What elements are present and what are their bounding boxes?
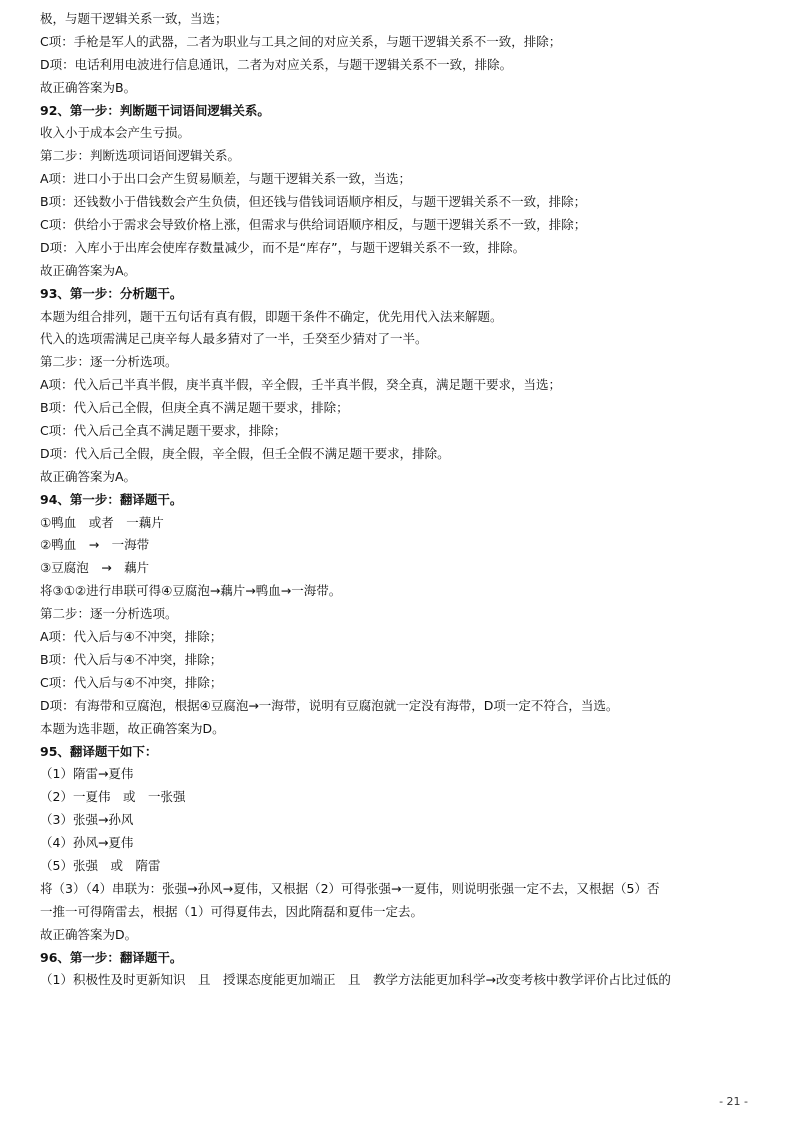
text-line: A项：代入后己半真半假，庚半真半假，辛全假，壬半真半假，癸全真，满足题干要求，当选； bbox=[40, 377, 562, 393]
text-line: C项：代入后与④不冲突，排除； bbox=[40, 674, 223, 690]
text-line: 本题为组合排列，题干五句话有真有假，即题干条件不确定，优先用代入法来解题。 bbox=[40, 308, 503, 324]
text-line: B项：代入后己全假，但庚全真不满足题干要求，排除； bbox=[40, 400, 349, 416]
answer-line: 故正确答案为B。 bbox=[40, 79, 137, 95]
text-line: ②鸭血 → 一海带 bbox=[40, 537, 150, 553]
text-line: B项：还钱数小于借钱数会产生负债，但还钱与借钱词语顺序相反，与题干逻辑关系不一致，排除； bbox=[40, 194, 587, 210]
text-line: A项：进口小于出口会产生贸易顺差，与题干逻辑关系一致，当选； bbox=[40, 171, 412, 187]
text-line: 第二步：判断选项词语间逻辑关系。 bbox=[40, 148, 241, 164]
question-92-heading: 92、第一步：判断题干词语间逻辑关系。 bbox=[40, 102, 270, 118]
text-line: D项：电话利用电波进行信息通讯，二者为对应关系，与题干逻辑关系不一致，排除。 bbox=[40, 56, 513, 72]
text-line: ①鸭血 或者 一藕片 bbox=[40, 514, 164, 530]
answer-line: 故正确答案为A。 bbox=[40, 262, 137, 278]
text-line: 一推一可得隋雷去，根据（1）可得夏伟去，因此隋磊和夏伟一定去。 bbox=[40, 903, 423, 919]
text-line: 第二步：逐一分析选项。 bbox=[40, 354, 178, 370]
answer-line: 故正确答案为A。 bbox=[40, 468, 137, 484]
text-line: D项：入库小于出库会使库存数量减少，而不是“库存”，与题干逻辑关系不一致，排除。 bbox=[40, 239, 526, 255]
text-line: 第二步：逐一分析选项。 bbox=[40, 606, 178, 622]
question-96-heading: 96、第一步：翻译题干。 bbox=[40, 949, 183, 965]
page-number: - 21 - bbox=[719, 1095, 748, 1108]
text-line: B项：代入后与④不冲突，排除； bbox=[40, 651, 223, 667]
text-line: C项：手枪是军人的武器，二者为职业与工具之间的对应关系，与题干逻辑关系不一致，排除； bbox=[40, 33, 562, 49]
text-line: 收入小于成本会产生亏损。 bbox=[40, 125, 191, 141]
document-page bbox=[40, 8, 770, 992]
text-line: 极，与题干逻辑关系一致，当选； bbox=[40, 11, 228, 26]
answer-line: 本题为选非题，故正确答案为D。 bbox=[40, 720, 225, 736]
text-line: C项：供给小于需求会导致价格上涨，但需求与供给词语顺序相反，与题干逻辑关系不一致，排除； bbox=[40, 217, 587, 233]
answer-line: 故正确答案为D。 bbox=[40, 926, 138, 942]
question-95-heading: 95、翻译题干如下： bbox=[40, 743, 158, 759]
text-line: D项：有海带和豆腐泡，根据④豆腐泡→一海带，说明有豆腐泡就一定没有海带，D项一定不符合，当选。 bbox=[40, 697, 619, 713]
text-line: C项：代入后己全真不满足题干要求，排除； bbox=[40, 423, 287, 439]
text-line: ③豆腐泡 → 藕片 bbox=[40, 560, 150, 576]
text-line: A项：代入后与④不冲突，排除； bbox=[40, 629, 223, 645]
text-line: 代入的选项需满足己庚辛每人最多猜对了一半，壬癸至少猜对了一半。 bbox=[40, 331, 428, 347]
text-line: （3）张强→孙风 bbox=[40, 812, 134, 828]
question-94-heading: 94、第一步：翻译题干。 bbox=[40, 491, 183, 507]
text-line: D项：代入后己全假，庚全假，辛全假，但壬全假不满足题干要求，排除。 bbox=[40, 445, 450, 461]
text-line: 将③①②进行串联可得④豆腐泡→藕片→鸭血→一海带。 bbox=[40, 583, 342, 599]
text-line: （1）隋雷→夏伟 bbox=[40, 766, 134, 782]
text-line: （2）一夏伟 或 一张强 bbox=[40, 789, 186, 805]
text-line: （1）积极性及时更新知识 且 授课态度能更加端正 且 教学方法能更加科学→改变考核中教学评价占比过低的 bbox=[40, 972, 671, 988]
text-line: （4）孙风→夏伟 bbox=[40, 835, 134, 851]
text-line: 将（3）（4）串联为：张强→孙风→夏伟，又根据（2）可得张强→一夏伟，则说明张强一定不去，又根据（5）否 bbox=[40, 880, 660, 896]
question-93-heading: 93、第一步：分析题干。 bbox=[40, 285, 183, 301]
text-line: （5）张强 或 隋雷 bbox=[40, 857, 161, 873]
